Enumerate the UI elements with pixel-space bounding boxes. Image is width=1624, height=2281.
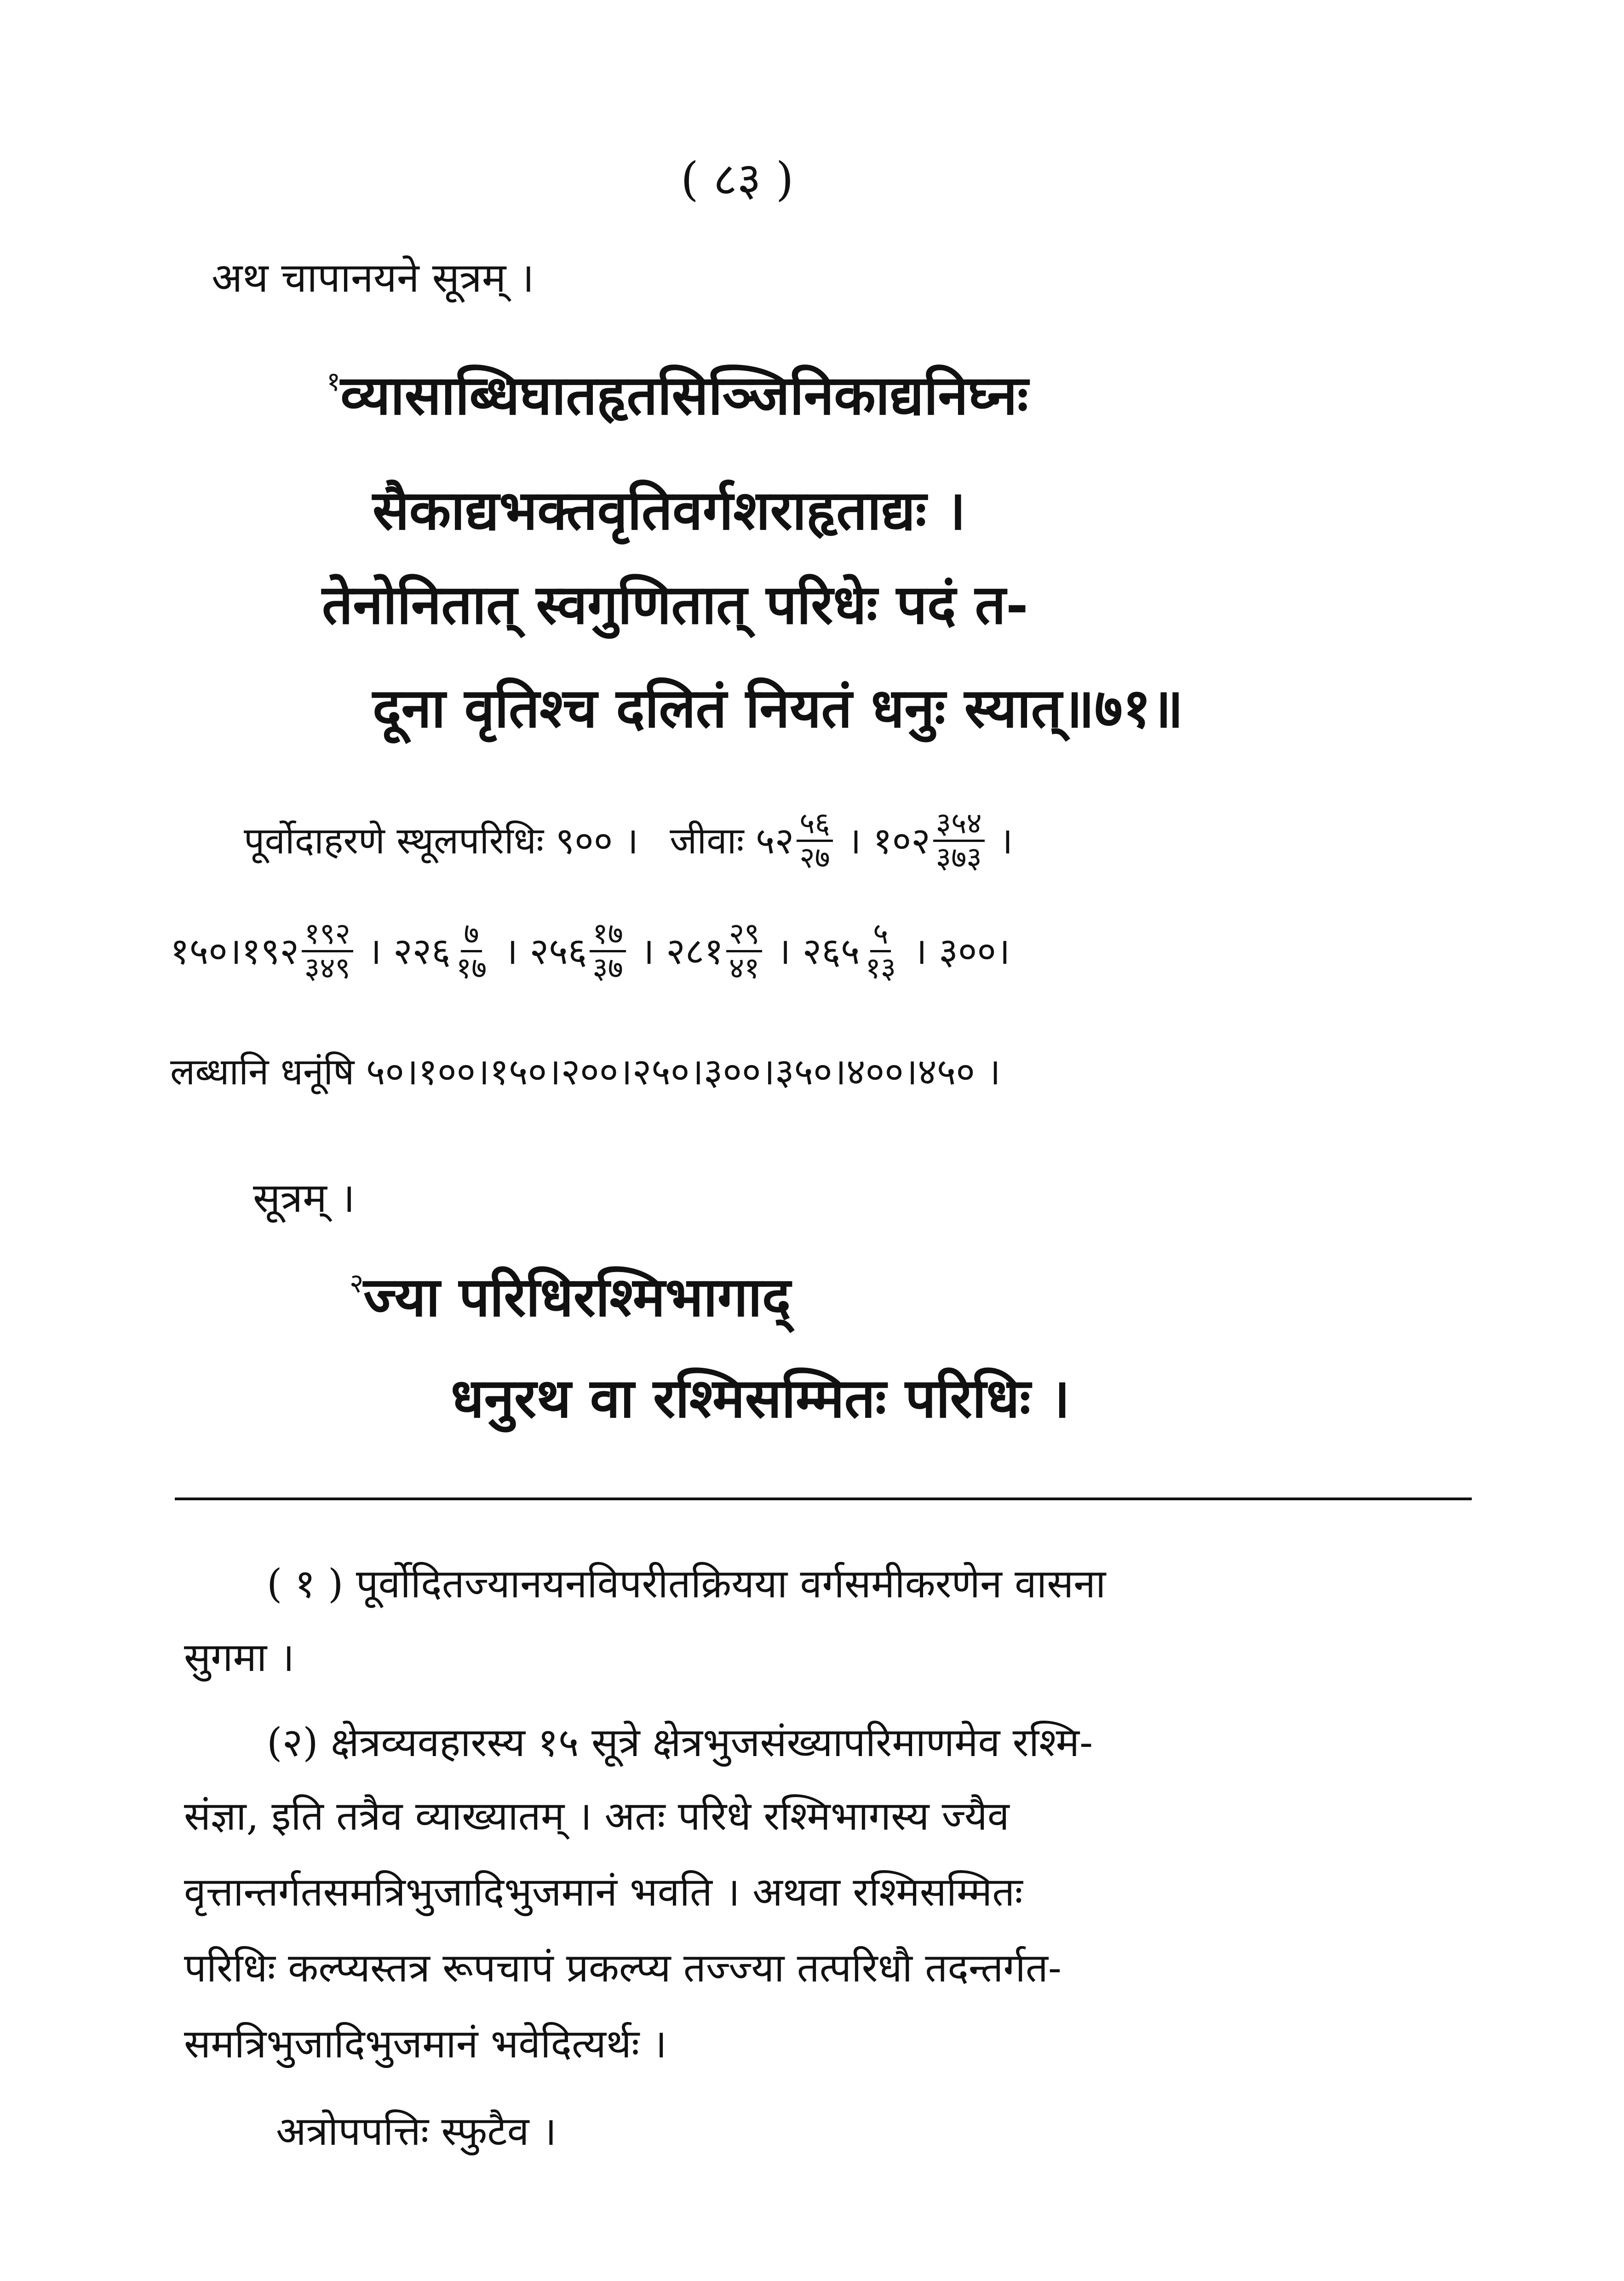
footnote-1-line2: सुगमा । [184, 1635, 295, 1681]
page-number: ( ८३ ) [681, 152, 794, 206]
verse1-line1 [327, 363, 1028, 427]
intro-heading: अथ चापानयने सूत्रम् । [212, 254, 534, 301]
value-item: १५०।१९२ $\frac{१९२}{३४९}$ [170, 918, 356, 985]
value-item: २५६ $\frac{१७}{३७}$ [530, 918, 629, 985]
obtained-arcs: लब्धानि धनूंषि ५०।१००।१५०।२००।२५०।३००।३५०।४००।४५० । [170, 1050, 1001, 1093]
jiva-label: जीवाः [670, 819, 744, 862]
verse2-line2: धनुरथ वा रश्मिसम्मितः परिधिः । [451, 1366, 1070, 1430]
value-item: २८१ $\frac{२९}{४१}$ [666, 918, 765, 985]
fraction: $\frac{७}{१७}$ [456, 917, 487, 986]
value-item: १०२ $\frac{३५४}{३७३}$ [873, 807, 987, 875]
footnote-2-line3: वृत्तान्तर्गतसमत्रिभुजादिभुजमानं भवति । अथवा रश्मिसम्मितः [184, 1869, 1023, 1915]
example-lead: पूर्वोदाहरणे स्थूलपरिधिः ९०० । [244, 819, 639, 862]
verse1-line3: तेनोनितात् स्वगुणितात् परिधेः पदं त- [322, 572, 1028, 636]
footnote-2-line1: (२) क्षेत्रव्यवहारस्य १५ सूत्रे क्षेत्रभुजसंख्यापरिमाणमेव रश्मि- [267, 1720, 1093, 1766]
value-item: ३०० [939, 929, 997, 973]
example-row-1: पूर्वोदाहरणे स्थूलपरिधिः ९०० । जीवाः ५२ $\frac{५६}{२७}$ । १०२ $\frac{३५४}{३७३}$ । [244, 806, 1013, 876]
upapatti-line: अत्रोपपत्तिः स्फुटैव । [276, 2108, 557, 2154]
footnote-2-line2: संज्ञा, इति तत्रैव व्याख्यातम् । अतः परिधे रश्मिभागस्य ज्यैव [184, 1793, 1010, 1839]
fraction: $\frac{५६}{२७}$ [797, 807, 833, 875]
verse2-line1-text: ज्या परिधिरश्मिभागाद् [363, 1265, 791, 1329]
value-item: ५२ $\frac{५६}{२७}$ [756, 807, 836, 875]
verse1-line1-text: व्यासाब्धिघातहृतसिञ्जिनिकाद्यनिघ्नः [340, 363, 1028, 427]
value-item: २२६ $\frac{७}{१७}$ [393, 918, 492, 985]
verse1-line4: दूना वृतिश्च दलितं नियतं धनुः स्यात्॥७१॥ [373, 676, 1184, 740]
fraction: $\frac{२९}{४१}$ [726, 918, 763, 985]
value-item: २६५ $\frac{५}{१३}$ [803, 918, 901, 985]
footnote-divider [175, 1498, 1472, 1500]
verse1-line2: सैकाद्यभक्तवृतिवर्गशराहृताद्यः । [373, 478, 966, 542]
fraction: $\frac{५}{१३}$ [865, 917, 896, 986]
footnote-1-line1: ( १ ) पूर्वोदितज्यानयनविपरीतक्रियया वर्गसमीकरणेन वासना [267, 1561, 1106, 1607]
footnote-2-line4: परिधिः कल्प्यस्तत्र रूपचापं प्रकल्प्य तज्ज्या तत्परिधौ तदन्तर्गत- [184, 1945, 1062, 1991]
example-row-2: १५०।१९२ $\frac{१९२}{३४९}$ । २२६ $\frac{७}{१७}$ । २५६ $\frac{१७}{३७}$ । २८१ $\frac{२९}{४१}$ । २६५ $\frac{५}{१३}$ । ३०० । [170, 917, 1010, 986]
fraction: $\frac{३५४}{३७३}$ [933, 807, 985, 875]
footnote-marker-2: २ [350, 1267, 364, 1299]
footnote-2-line5: समत्रिभुजादिभुजमानं भवेदित्यर्थः । [184, 2021, 667, 2067]
fraction: $\frac{१९२}{३४९}$ [302, 918, 353, 985]
verse2-line1 [350, 1265, 791, 1329]
fraction: $\frac{१७}{३७}$ [590, 918, 626, 985]
footnote-marker-1: १ [327, 366, 341, 397]
sutra-label: सूत्रम् । [253, 1174, 356, 1221]
